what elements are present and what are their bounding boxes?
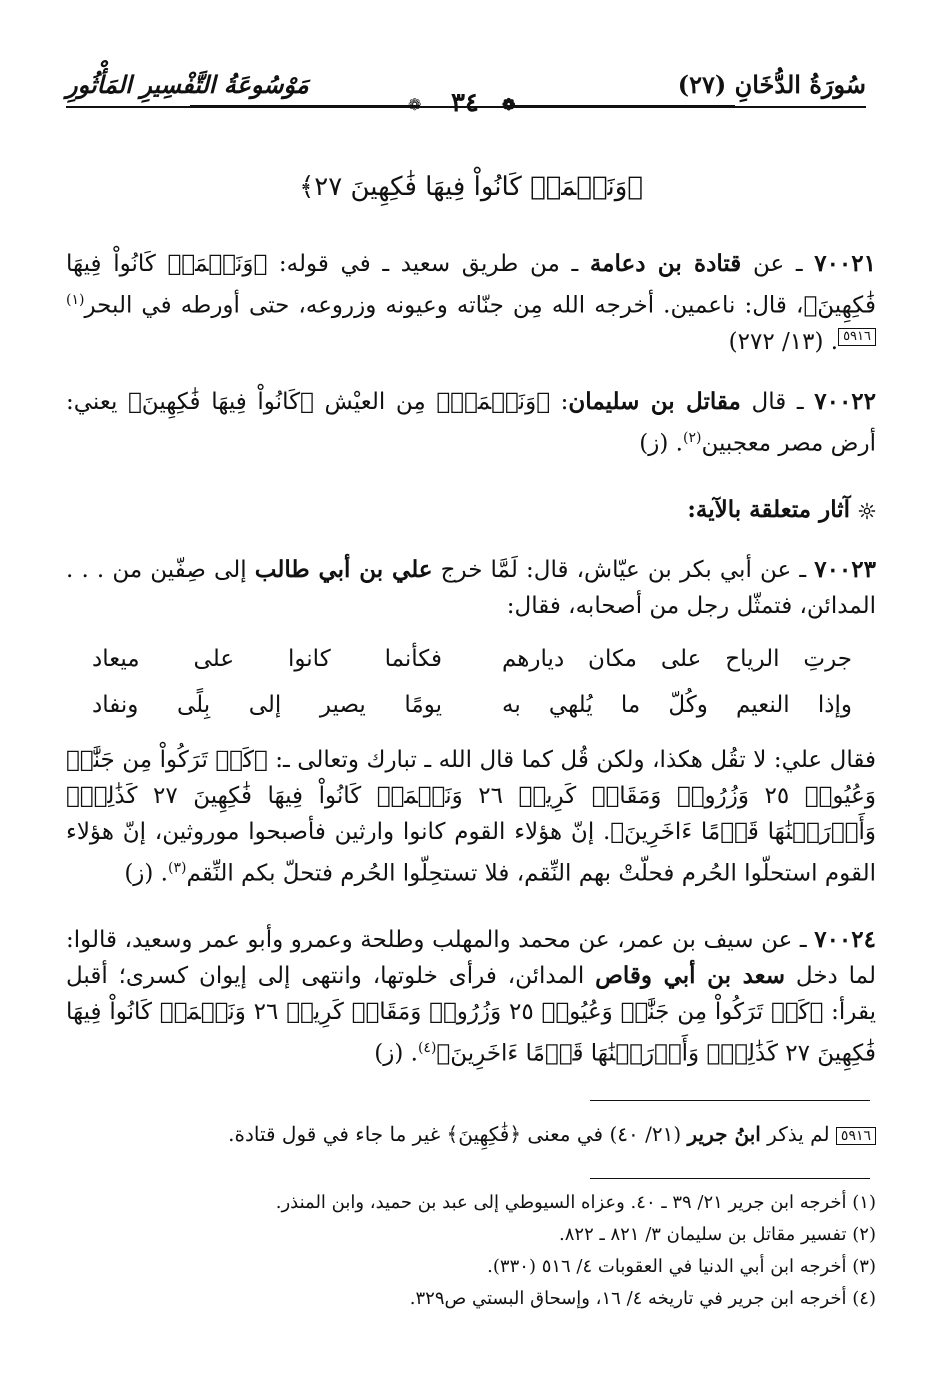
- entry-text: المدائن، فرأى خلوتها، وانتهى إلى إيوان كسرى؛ أقبل يقرأ: ﴿كَمۡ تَرَكُواْ مِن جَنَّٰتٖ وَعُيُونٖ ٢٥ وَزُرُوعٖ وَمَقَامٖ كَرِيمٖ ٢٦ وَنَعۡمَةٖ كَانُواْ فِيهَا فَٰكِهِينَ ٢٧ كَذَٰلِكَۖ وَأَوۡرَثۡنَٰهَا قَوۡمًا ءَاخَرِينَ﴾: [66, 963, 877, 1067]
- footnote-ref: (٣): [168, 860, 187, 876]
- entry-70022: [66, 384, 876, 462]
- entry-text: ـ عن أبي بكر بن عيّاش، قال: لَمَّا خرج: [432, 557, 815, 583]
- surah-title: سُورَةُ الدُّخَانِ (٢٧): [677, 70, 866, 99]
- entry-number: ٧٠٠٢١: [814, 250, 876, 277]
- narrator-name: قتادة بن دعامة: [589, 250, 742, 277]
- entry-text: ـ من طريق سعيد ـ في قوله: ﴿وَنَعۡمَةٖ كَانُواْ فِيهَا فَٰكِهِينَ﴾، قال: ناعمين. أخرجه الله مِن جنّاته وعيونه وزروعه، حتى أورطه في البحر: [66, 251, 876, 319]
- poem-hemistich-first: جرتِ الرياح على مكان ديارهم: [502, 646, 852, 672]
- poem-hemistich-second: فكأنما كانوا على ميعاد: [92, 646, 442, 672]
- footnote-ref: (٢): [682, 430, 702, 446]
- entry-70021: [66, 246, 876, 360]
- entry-source: . (١٣/ ٢٧٢): [728, 328, 839, 355]
- poem-verse: [92, 692, 852, 728]
- footnote: (٣) أخرجه ابن أبي الدنيا في العقوبات ٤/ ٥١٦ (٣٣٠).: [487, 1256, 876, 1277]
- footnote-ref: (٤): [417, 1040, 437, 1056]
- entry-source: . (ز): [124, 860, 168, 887]
- commentary-number-box: ٥٩١٦: [836, 1127, 876, 1145]
- section-title-text: آثار متعلقة بالآية:: [687, 496, 850, 523]
- book-title: مَوْسُوعَةُ التَّفْسِيرِ المَأْثُورِ: [66, 70, 309, 99]
- entry-number: ٧٠٠٢٤: [814, 926, 876, 953]
- section-title: [687, 496, 876, 523]
- entry-text: ـ عن: [741, 251, 815, 277]
- entry-text: ـ قال: [740, 389, 815, 415]
- entry-number: ٧٠٠٢٣: [814, 556, 876, 583]
- page-number: ٣٤: [451, 88, 479, 118]
- poem-verse: [92, 646, 852, 682]
- entry-number: ٧٠٠٢٢: [814, 388, 877, 415]
- entry-70023: [66, 552, 876, 624]
- page-number-row: [0, 88, 942, 124]
- narrator-name: مقاتل بن سليمان: [568, 388, 741, 415]
- footnote: (١) أخرجه ابن جرير ٢١/ ٣٩ ـ ٤٠. وعزاه السيوطي إلى عبد بن حميد، وابن المنذر.: [275, 1192, 876, 1213]
- flower-ornament-icon: [858, 502, 876, 520]
- commentary-text: (٢١/ ٤٠) في معنى ﴿فَٰكِهِينَ﴾ غير ما جاء في قول قتادة.: [228, 1122, 688, 1146]
- poem-hemistich-first: وإذا النعيم وكُلّ ما يُلهي به: [502, 692, 852, 718]
- entry-text: إلى صِفّين من . . . المدائن، فتمثّل رجل من أصحابه، فقال:: [66, 557, 876, 619]
- entry-70024: [66, 922, 876, 1072]
- footnote: (٢) تفسير مقاتل بن سليمان ٣/ ٨٢١ ـ ٨٢٢.: [559, 1224, 876, 1245]
- page-number-rule-left: [190, 105, 420, 106]
- commentary-separator: [590, 1100, 870, 1101]
- entry-70023-continued: [66, 742, 876, 892]
- verse-heading: ﴿وَنَعۡمَةٖ كَانُواْ فِيهَا فَٰكِهِينَ ٢٧﴾: [299, 172, 643, 202]
- commentary-author: ابنُ جرير: [687, 1122, 761, 1146]
- entry-source: . (ز): [639, 430, 683, 457]
- entry-text: : ﴿وَنَعۡمَةٖ﴾ مِن العيْش ﴿كَانُواْ فِيهَا فَٰكِهِينَ﴾ يعني: أرض مصر معجبين: [66, 389, 876, 457]
- entry-text: ـ عن سيف بن عمر، عن محمد والمهلب وطلحة وعمرو وأبو عمر وسعيد، قالوا: لما دخل: [66, 927, 876, 989]
- narrator-name: علي بن أبي طالب: [254, 556, 433, 583]
- ornament-icon: ❁: [408, 95, 422, 114]
- commentary-ref-box: ٥٩١٦: [838, 328, 876, 346]
- poem-hemistich-second: يومًا يصير إلى بِلًى ونفاد: [92, 692, 442, 718]
- commentary-note: [66, 1122, 876, 1146]
- footnote: (٤) أخرجه ابن جرير في تاريخه ٤/ ١٦، وإسحاق البستي ص٣٢٩.: [409, 1288, 876, 1309]
- page-number-rule-right: [505, 105, 735, 106]
- entry-text: فقال علي: لا تقُل هكذا، ولكن قُل كما قال الله ـ تبارك وتعالى ـ: ﴿كَمۡ تَرَكُواْ مِن جَنَّٰتٖ وَعُيُونٖ ٢٥ وَزُرُوعٖ وَمَقَامٖ كَرِيمٖ ٢٦ وَنَعۡمَةٖ كَانُواْ فِيهَا فَٰكِهِينَ ٢٧ كَذَٰلِكَۖ وَأَوۡرَثۡنَٰهَا قَوۡمًا ءَاخَرِينَ﴾. إنّ هؤلاء القوم كانوا وارثين فأصبحوا موروثين، إنّ هؤلاء القوم استحلّوا الحُرم فحلّتْ بهم النِّقم، فلا تستحِلّوا الحُرم فتحلّ بكم النِّقم: [66, 747, 876, 887]
- footnote-ref: (١): [66, 292, 85, 308]
- entry-source: . (ز): [374, 1040, 418, 1067]
- commentary-text: لم يذكر: [760, 1122, 836, 1146]
- footnotes-separator: [590, 1178, 870, 1179]
- narrator-name: سعد بن أبي وقاص: [595, 962, 786, 989]
- ornament-icon: ❁: [502, 95, 516, 114]
